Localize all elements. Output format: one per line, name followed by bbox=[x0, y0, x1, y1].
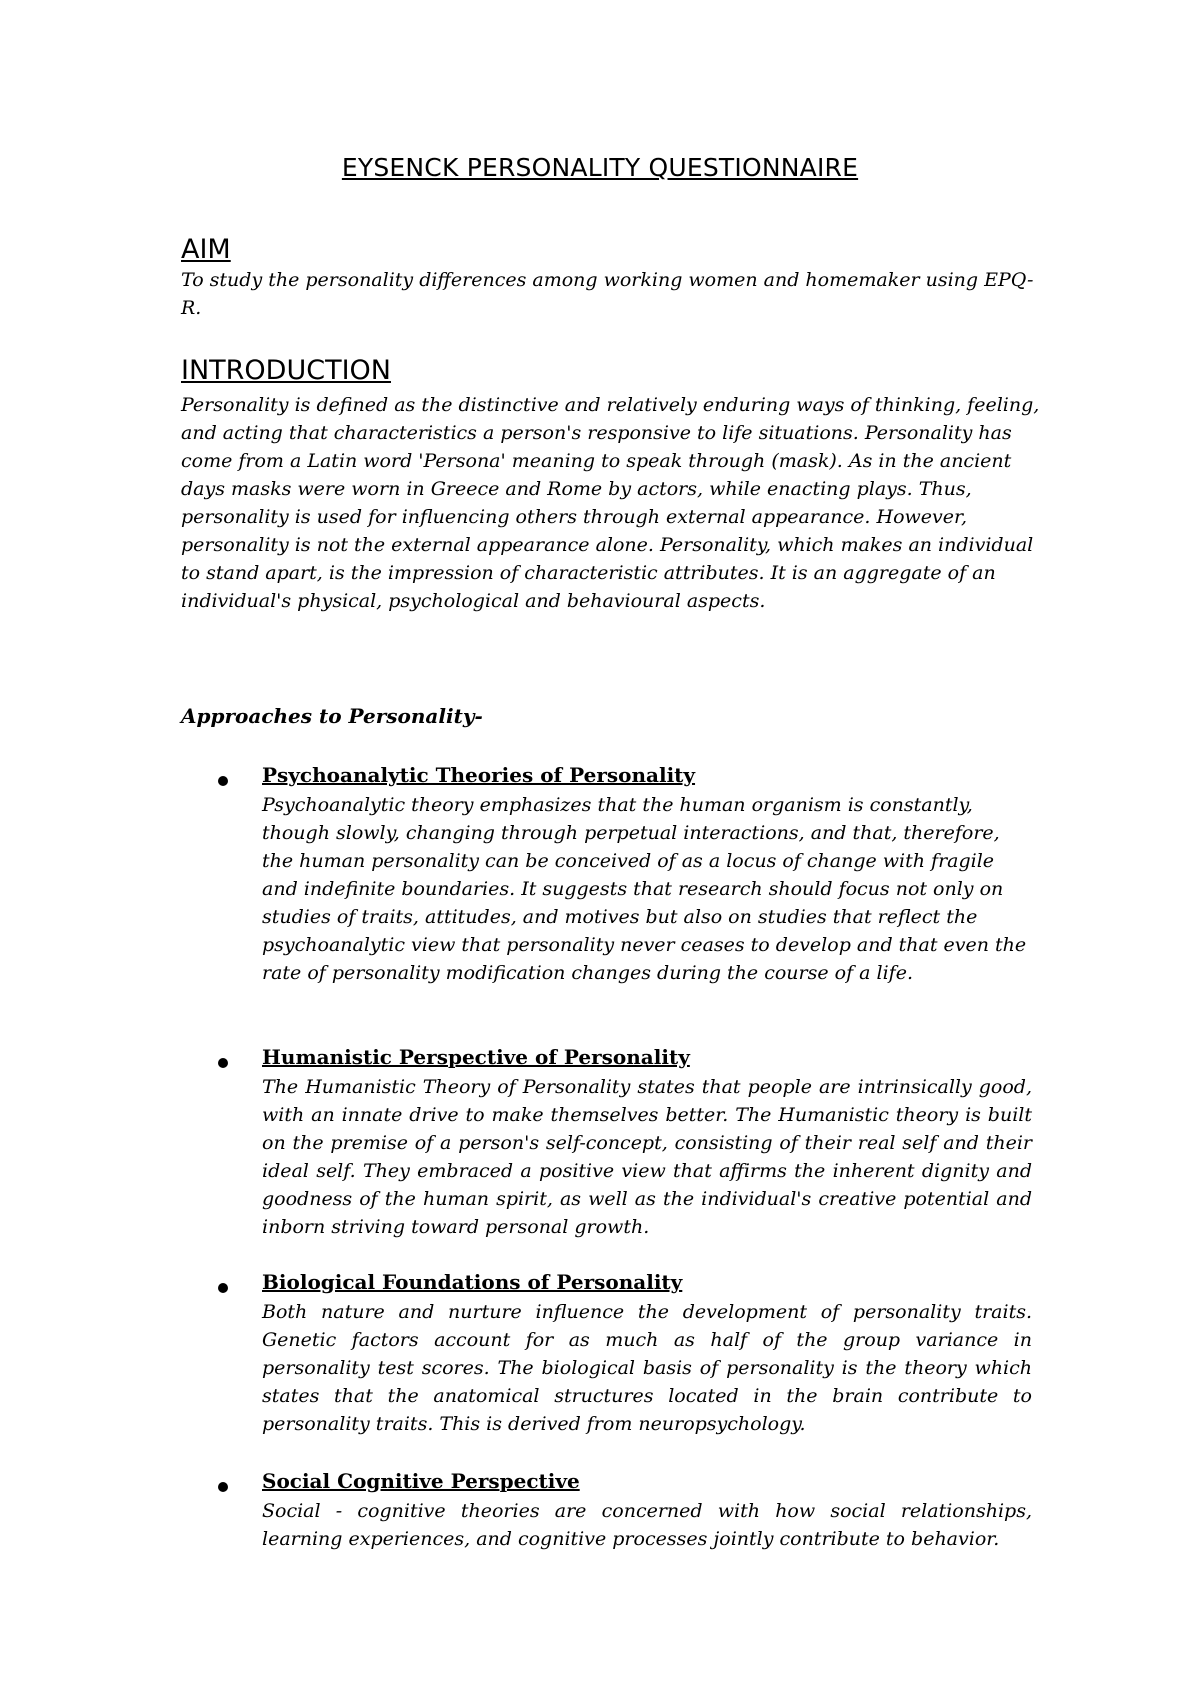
page-title: EYSENCK PERSONALITY QUESTIONNAIRE bbox=[341, 153, 859, 182]
introduction-heading: INTRODUCTION bbox=[181, 355, 391, 386]
item-title-humanistic: Humanistic Perspective of Personality bbox=[262, 1045, 690, 1069]
aim-text: To study the personality differences among working women and homemaker using EPQ-R. bbox=[181, 269, 1034, 319]
approaches-heading: Approaches to Personality- bbox=[181, 704, 483, 728]
item-text-psychoanalytic: Psychoanalytic theory emphasizes that the human organism is constantly, though slowly, changing through perpetual interactions, and that, therefore, the human personality can be conceived of as a locus of change with fragile and indefinite boundaries. It suggests that research should focus not only on studies of traits, attitudes, and motives but also on studies that reflect the psychoanalytic view that personality never ceases to develop and that even the rate of personality modification changes during the course of a life. bbox=[262, 794, 1027, 984]
item-text-humanistic: The Humanistic Theory of Personality states that people are intrinsically good, with an innate drive to make themselves better. The Humanistic theory is built on the premise of a person's self-concept, consisting of their real self and their ideal self. They embraced a positive view that affirms the inherent dignity and goodness of the human spirit, as well as the individual's creative potential and inborn striving toward personal growth. bbox=[262, 1076, 1032, 1238]
bullet-icon bbox=[218, 1283, 228, 1293]
aim-heading: AIM bbox=[181, 234, 231, 265]
bullet-icon bbox=[218, 1482, 228, 1492]
item-title-biological: Biological Foundations of Personality bbox=[262, 1270, 683, 1294]
bullet-icon bbox=[218, 776, 228, 786]
item-title-psychoanalytic: Psychoanalytic Theories of Personality bbox=[262, 763, 696, 787]
item-title-social-cognitive: Social Cognitive Perspective bbox=[262, 1469, 580, 1493]
bullet-icon bbox=[218, 1058, 228, 1068]
item-text-biological: Both nature and nurture influence the development of personality traits. Genetic factors account for as much as half of the group variance in personality test scores. The biological basis of personality is the theory which states that the anatomical structures located in the brain contribute to personality traits. This is derived from neuropsychology. bbox=[262, 1301, 1032, 1435]
item-text-social-cognitive: Social - cognitive theories are concerned with how social relationships, learning experiences, and cognitive processes jointly contribute to behavior. bbox=[262, 1500, 1032, 1550]
introduction-text: Personality is defined as the distinctive and relatively enduring ways of thinking, feeling, and acting that characteristics a person's responsive to life situations. Personality has come from a Latin word 'Persona' meaning to speak through (mask). As in the ancient days masks were worn in Greece and Rome by actors, while enacting plays. Thus, personality is used for influencing others through external appearance. However, personality is not the external appearance alone. Personality, which makes an individual to stand apart, is the impression of characteristic attributes. It is an aggregate of an individual's physical, psychological and behavioural aspects. bbox=[181, 394, 1040, 612]
